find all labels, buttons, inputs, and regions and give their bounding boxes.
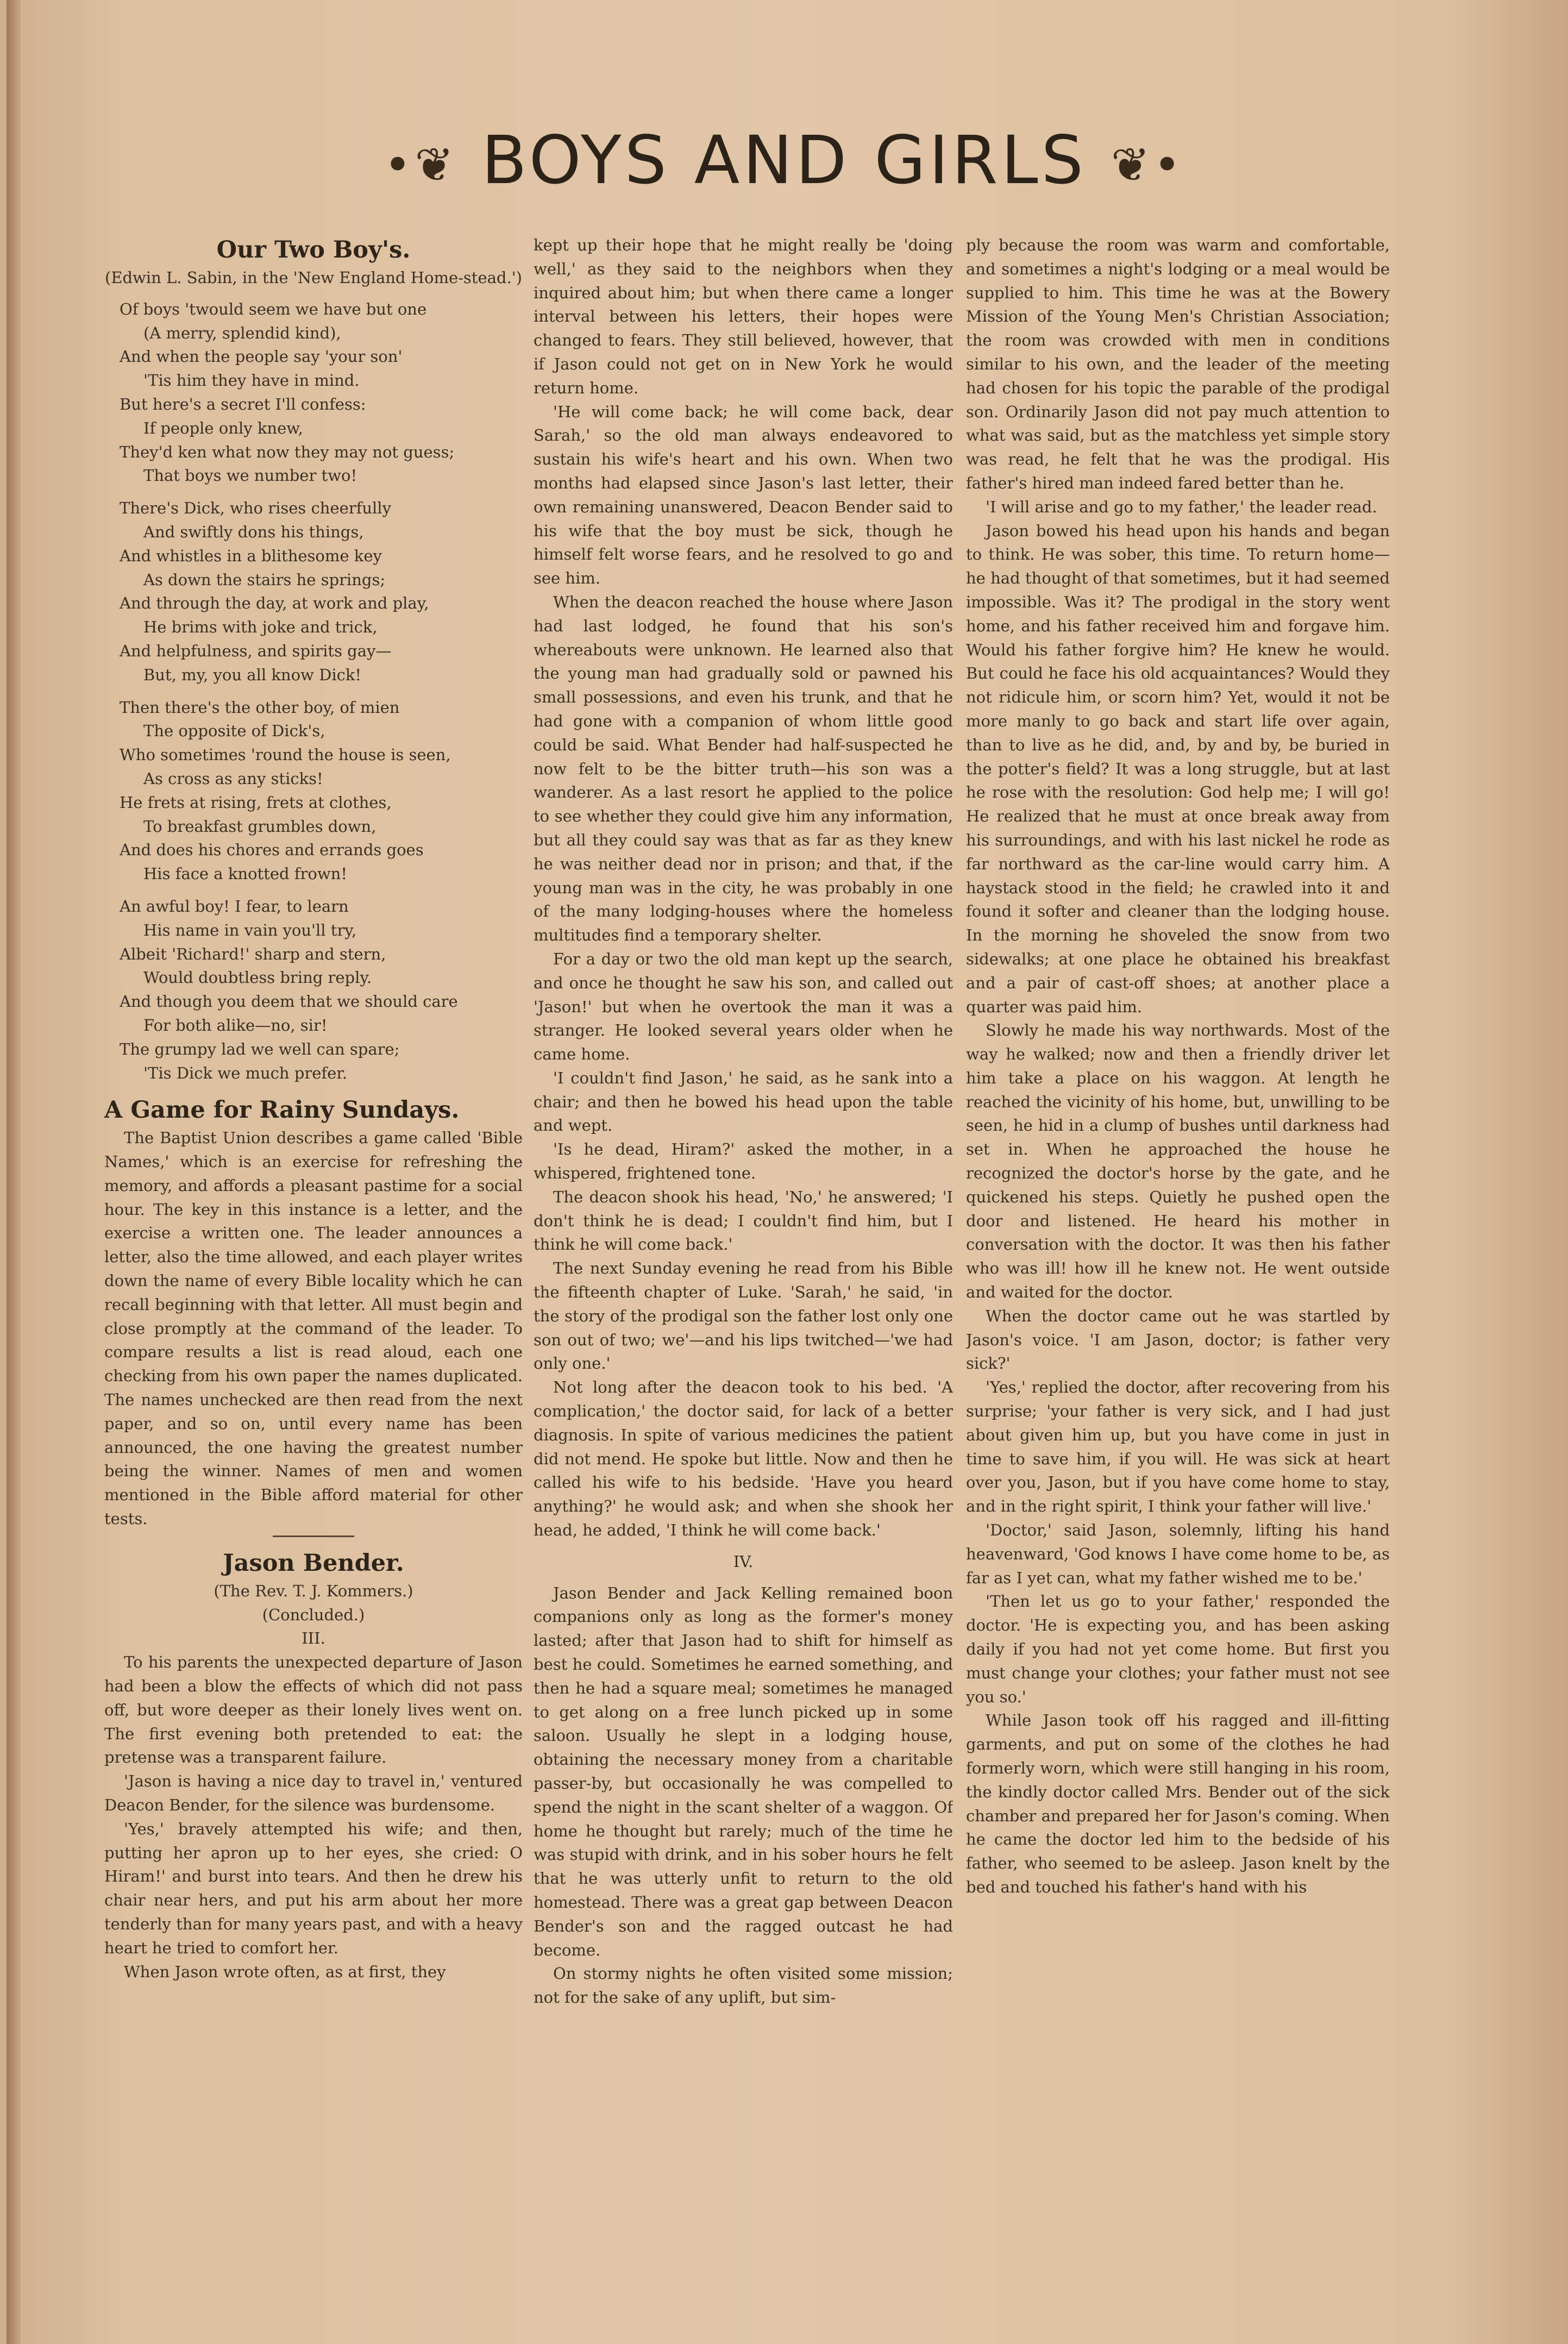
poem-line: And does his chores and errands goes [120,841,424,860]
poem-line: And when the people say 'your son' [120,347,403,366]
poem-line: 'Tis Dick we much prefer. [143,1063,348,1082]
divider-rule [273,1535,354,1537]
poem-line: As cross as any sticks! [143,769,323,788]
poem-stanza [120,298,523,488]
game-paragraph: The Baptist Union describes a game called 'Bible Names,' which is an exercise for refreshing the memory, and affords a pleasant pastime for a social hour. The key in this instance is a letter, and the exercise a written one. The leader announces a letter, also the time allowed, and each player writes down the name of every Bible locality which he can recall beginning with that letter. All must begin and close promptly at the command of the leader. To compare results a list is read aloud, each one checking from his own paper the names duplicated. The names unchecked are then read from the next paper, and so on, until every name has been announced, the one having the greatest number being the winner. Names of men and women mentioned in the Bible afford material for other tests. [104,1129,523,1528]
story-paragraph: 'Jason is having a nice day to travel in,' ventured Deacon Bender, for the silence was burdensome. [104,1772,523,1815]
poem-title: Our Two Boy's. [216,236,411,264]
section-heading-iii: III. [302,1629,325,1648]
poem-line: To breakfast grumbles down, [143,817,377,836]
poem-stanza [120,895,523,1085]
story-paragraph: 'He will come back; he will come back, dear Sarah,' so the old man always endeavored to sustain his wife's heart and his own. When two months had elapsed since Jason's last letter, their own remaining unanswered, Deacon Bender said to his wife that the boy must be sick, though he himself felt worse fears, and he resolved to go and see him. [534,402,953,588]
story-paragraph: The next Sunday evening he read from his Bible the fifteenth chapter of Luke. 'Sarah,' he said, 'in the story of the prodigal son the father lost only one son out of two; we'—and his lips twitched—'we had only one.' [534,1259,953,1373]
story-paragraph: ply because the room was warm and comfortable, and sometimes a night's lodging or a meal would be supplied to him. This time he was at the Bowery Mission of the Young Men's Christian Association; the room was crowded with men in conditions similar to his own, and the leader of the meeting had chosen for his topic the parable of the prodigal son. Ordinarily Jason did not pay much attention to what was said, but as the matchless yet simple story was read, he felt that he was the prodigal. His father's hired man indeed fared better than he. [966,236,1390,492]
column-2 [534,234,953,2298]
story-paragraph: While Jason took off his ragged and ill-fitting garments, and put on some of the clothes he had formerly worn, which were still hanging in his room, the kindly doctor called Mrs. Bender out of the sick chamber and prepared her for Jason's coming. When he came the doctor led him to the bedside of his father, who seemed to be asleep. Jason knelt by the bed and touched his father's hand with his [966,1711,1390,1896]
story-paragraph: On stormy nights he often visited some mission; not for the sake of any uplift, but sim- [534,1964,953,2007]
story-paragraph: 'Then let us go to your father,' responded the doctor. 'He is expecting you, and has been asking daily if you had not yet come home. But first you must change your clothes; your father must not see you so.' [966,1592,1390,1706]
story-author: (The Rev. T. J. Kommers.) [214,1581,413,1600]
poem-line: He brims with joke and trick, [143,618,378,637]
story-paragraph: To his parents the unexpected departure of Jason had been a blow the effects of which did not pass off, but wore deeper as their lonely lives went on. The first evening both pretended to eat: the pretense was a transparent failure. [104,1653,523,1767]
poem-line: There's Dick, who rises cheerfully [120,499,391,518]
poem-line: (A merry, splendid kind), [143,323,341,342]
poem-line: But here's a secret I'll confess: [120,394,366,413]
poem-line: Then there's the other boy, of mien [120,698,400,717]
poem-line: And through the day, at work and play, [120,594,429,613]
story-paragraph: The deacon shook his head, 'No,' he answered; 'I don't think he is dead; I couldn't find him, but I think he will come back.' [534,1187,953,1254]
poem-line: The grumpy lad we well can spare; [120,1039,400,1058]
story-paragraph: kept up their hope that he might really be 'doing well,' as they said to the neighbors when they inquired about him; but when there came a longer interval between his letters, their hopes were changed to fears. They still believed, however, that if Jason could not get on in New York he would return home. [534,236,953,397]
story-paragraph: When the doctor came out he was startled by Jason's voice. 'I am Jason, doctor; is father very sick?' [966,1306,1390,1373]
story-paragraph: When the deacon reached the house where Jason had last lodged, he found that his son's whereabouts were unknown. He learned also that the young man had gradually sold or pawned his small possessions, and even his trunk, and that he had gone with a companion of whom little good could be said. What Bender had half-suspected he now felt to be the bitter truth—his son was a wanderer. As a last resort he applied to the police to see whether they could give him any information, but all they could say was that as far as they knew he was neither dead nor in prison; and that, if the young man was in the city, he was probably in one of the many lodging-houses where the homeless multitudes find a temporary shelter. [534,592,953,945]
column-1 [104,234,523,2298]
poem-line: If people only knew, [143,418,303,437]
section-masthead [0,117,1568,204]
poem-line: And swiftly dons his things, [143,522,364,541]
poem-body [120,298,523,1086]
game-title: A Game for Rainy Sundays. [104,1096,460,1124]
poem-line: 'Tis him they have in mind. [143,371,360,390]
story-note: (Concluded.) [262,1605,365,1624]
poem-line: He frets at rising, frets at clothes, [120,793,392,812]
poem-line: His face a knotted frown! [143,864,347,883]
poem-stanza [120,696,523,886]
poem-line: As down the stairs he springs; [143,570,386,589]
story-paragraph: Slowly he made his way northwards. Most of the way he walked; now and then a friendly driver let him take a place on his waggon. At length he reached the vicinity of his home, but, unwilling to be seen, he hid in a clump of bushes until darkness had set in. When he approached the house he recognized the doctor's horse by the gate, and he quickened his steps. Quietly he pushed open the door and listened. He heard his mother in conversation with the doctor. It was then his father who was ill! how ill he knew not. He went outside and waited for the doctor. [966,1021,1390,1302]
story-paragraph: 'Is he dead, Hiram?' asked the mother, in a whispered, frightened tone. [534,1140,953,1183]
right-ornament-icon: ❦• [1111,137,1184,192]
masthead-title: BOYS AND GIRLS [481,122,1087,199]
poem-stanza [120,497,523,687]
poem-line: They'd ken what now they may not guess; [120,442,455,461]
poem-line: But, my, you all know Dick! [143,665,362,684]
poem-line: Albeit 'Richard!' sharp and stern, [120,944,386,963]
section-heading-iv: IV. [733,1552,754,1571]
page-fold-shadow [7,0,21,2344]
poem-line: His name in vain you'll try, [143,920,357,939]
story-paragraph: 'I will arise and go to my father,' the leader read. [986,497,1377,516]
poem-source: (Edwin L. Sabin, in the 'New England Home-stead.') [105,268,522,287]
story-paragraph: For a day or two the old man kept up the search, and once he thought he saw his son, and called out 'Jason!' but when he overtook the man it was a stranger. He looked several years older when he came home. [534,949,953,1064]
story-paragraph: 'Yes,' replied the doctor, after recovering from his surprise; 'your father is very sick, and I had just about given him up, but you have come in just in time to save him, if you will. He was sick at heart over you, Jason, but if you have come home to stay, and in the right spirit, I think your father will live.' [966,1378,1390,1516]
poem-line: For both alike—no, sir! [143,1016,328,1035]
story-paragraph: 'Doctor,' said Jason, solemnly, lifting his hand heavenward, 'God knows I have come home to be, as far as I yet can, what my father wished me to be.' [966,1521,1390,1587]
story-paragraph: 'I couldn't find Jason,' he said, as he sank into a chair; and then he bowed his head upon the table and wept. [534,1068,953,1135]
poem-line: The opposite of Dick's, [143,722,325,741]
column-3 [966,234,1390,2298]
story-paragraph: Not long after the deacon took to his bed. 'A complication,' the doctor said, for lack of a better diagnosis. In spite of various medicines the patient did not mend. He spoke but little. Now and then he called his wife to his bedside. 'Have you heard anything?' he would ask; and when she shook her head, he added, 'I think he will come back.' [534,1378,953,1540]
poem-line: Of boys 'twould seem we have but one [120,299,427,318]
poem-line: And though you deem that we should care [120,992,458,1011]
poem-line: And whistles in a blithesome key [120,546,382,565]
poem-line: An awful boy! I fear, to learn [120,897,349,916]
poem-line: And helpfulness, and spirits gay— [120,641,392,660]
story-paragraph: 'Yes,' bravely attempted his wife; and then, putting her apron up to her eyes, she cried: O Hiram!' and burst into tears. And then he drew his chair near hers, and put his arm about her more tenderly than for many years past, and with a heavy heart he tried to comfort her. [104,1819,523,1957]
story-paragraph: Jason Bender and Jack Kelling remained boon companions only as long as the former's money lasted; after that Jason had to shift for himself as best he could. Sometimes he earned something, and then he had a square meal; sometimes he managed to get along on a free lunch picked up in some saloon. Usually he slept in a lodging house, obtaining the necessary money from a charitable passer-by, but occasionally he was compelled to spend the night in the scant shelter of a waggon. Of home he thought but rarely; much of the time he was stupid with drink, and in his sober hours he felt that he was utterly unfit to return to the old homestead. There was a great gap between Deacon Bender's son and the ragged outcast he had become. [534,1583,953,1959]
poem-line: That boys we number two! [143,466,357,485]
story-paragraph: Jason bowed his head upon his hands and began to think. He was sober, this time. To return home—he had thought of that sometimes, but it had seemed impossible. Was it? The prodigal in the story went home, and his father received him and forgave him. Would his father forgive him? He knew he would. But could he face his old acquaintances? Would they not ridicule him, or scorn him? Yet, would it not be more manly to go back and start life over again, than to live as he did, and, by and by, be buried in the potter's field? It was a long struggle, but at last he rose with the resolution: God help me; I will go! He realized that he must at once break away from his surroundings, and with his last nickel he rode as far northward as the car-line would carry him. A haystack stood in the field; he crawled into it and found it softer and cleaner than the lodging house. In the morning he shoveled the snow from two sidewalks; at one place he obtained his breakfast and a pair of cast-off shoes; at another place a quarter was paid him. [966,521,1390,1016]
left-ornament-icon: •❦ [384,137,457,192]
story-title: Jason Bender. [223,1549,404,1577]
story-paragraph: When Jason wrote often, as at first, they [124,1962,446,1981]
poem-line: Would doubtless bring reply. [143,968,372,987]
poem-line: Who sometimes 'round the house is seen, [120,745,451,764]
